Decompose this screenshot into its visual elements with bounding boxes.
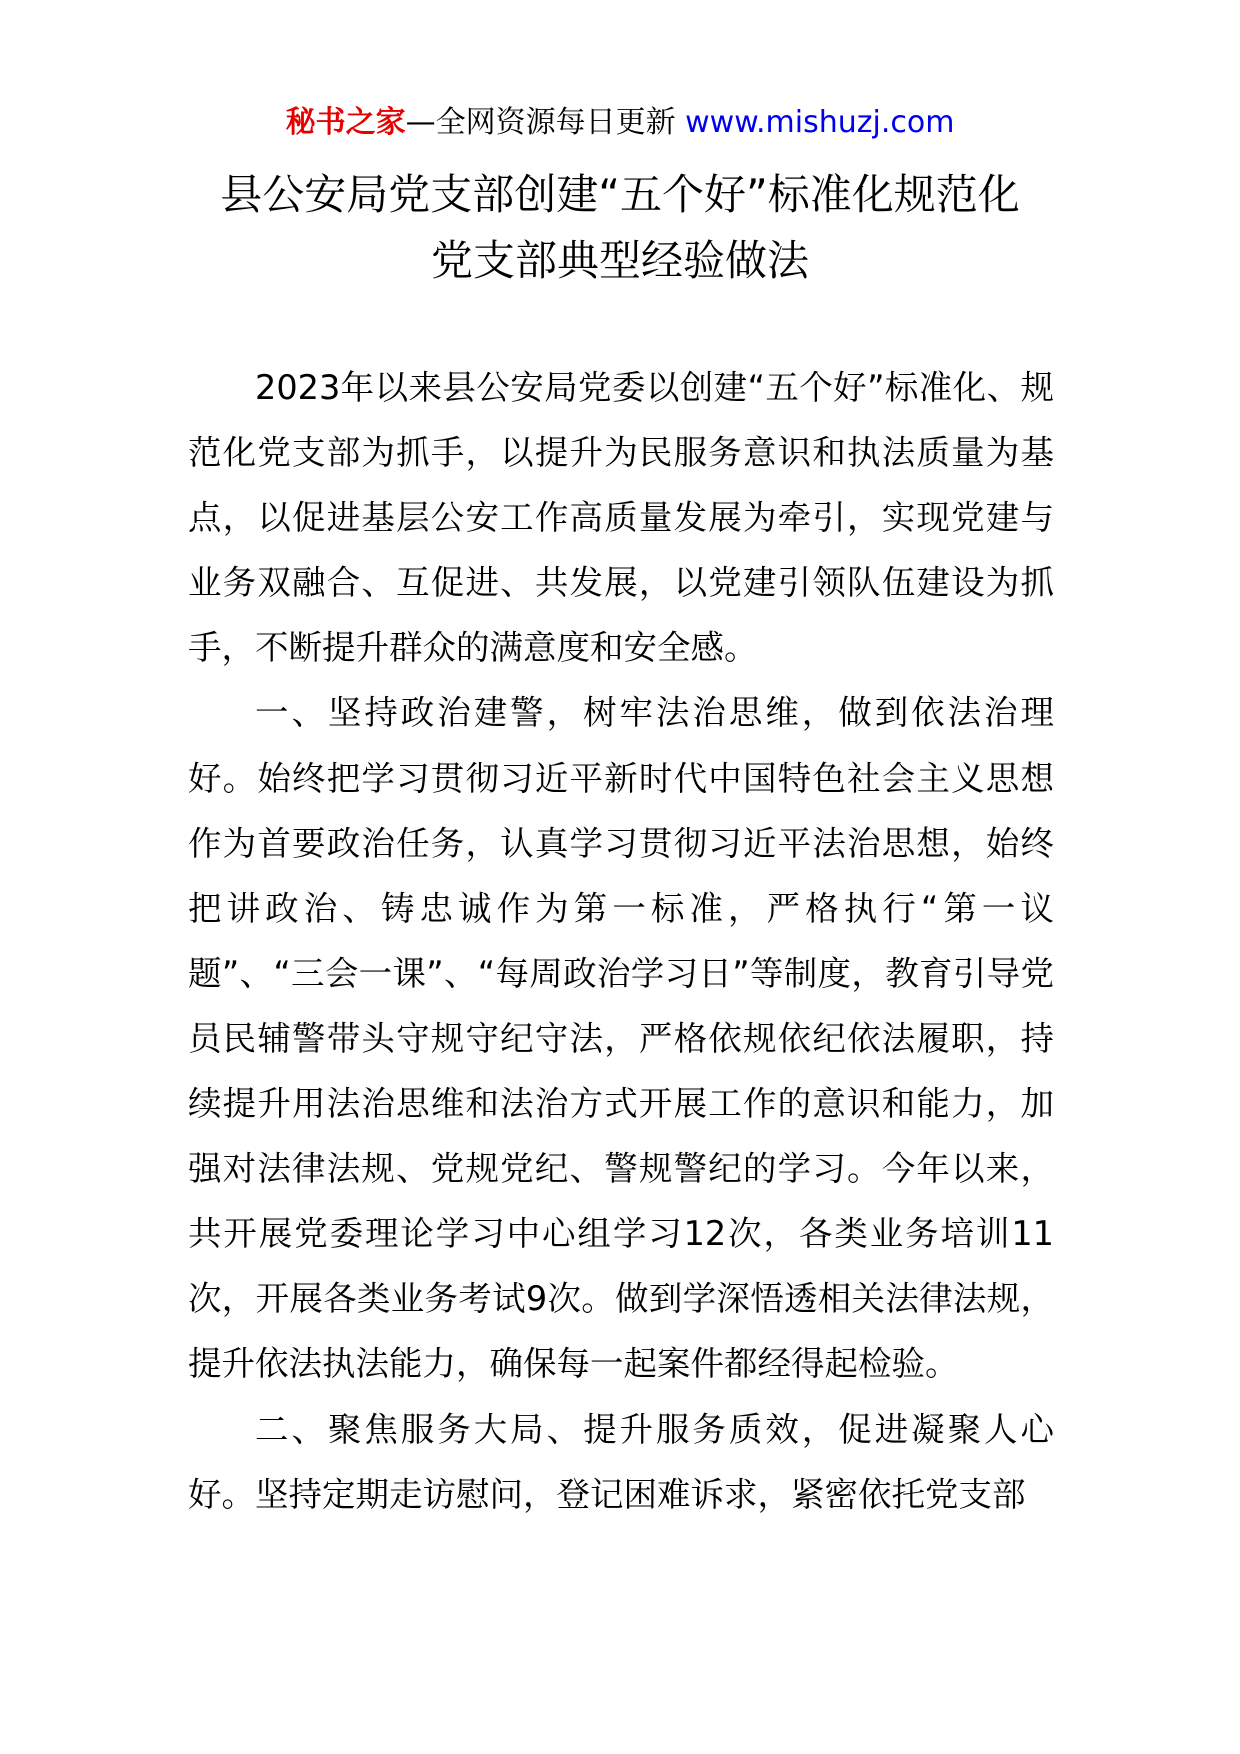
title-line-1: 县公安局党支部创建“五个好”标准化规范化 (220, 170, 1020, 219)
document-title (0, 162, 1240, 294)
site-header (0, 100, 1240, 146)
header-tagline: —全网资源每日更新 (405, 105, 686, 140)
document-body (188, 355, 1054, 1527)
title-line-2: 党支部典型经验做法 (430, 236, 809, 285)
paragraph-section-1: 一、坚持政治建警，树牢法治思维，做到依法治理好。始终把学习贯彻习近平新时代中国特色社会主义思想作为首要政治任务，认真学习贯彻习近平法治思想，始终把讲政治、铸忠诚作为第一标准，严格执行“第一议题”、“三会一课”、“每周政治学习日”等制度，教育引导党员民辅警带头守规守纪守法，严格依规依纪依法履职，持续提升用法治思维和法治方式开展工作的意识和能力，加强对法律法规、党规党纪、警规警纪的学习。今年以来，共开展党委理论学习中心组学习12次，各类业务培训11次，开展各类业务考试9次。做到学深悟透相关法律法规，提升依法执法能力，确保每一起案件都经得起检验。 (188, 693, 1054, 1384)
site-url-link[interactable]: www.mishuzj.com (685, 105, 955, 140)
paragraph-intro: 2023年以来县公安局党委以创建“五个好”标准化、规范化党支部为抓手，以提升为民服务意识和执法质量为基点，以促进基层公安工作高质量发展为牵引，实现党建与业务双融合、互促进、共发展，以党建引领队伍建设为抓手，不断提升群众的满意度和安全感。 (188, 368, 1054, 668)
brand-name: 秘书之家 (285, 105, 406, 140)
paragraph-section-2: 二、聚焦服务大局、提升服务质效，促进凝聚人心好。坚持定期走访慰问，登记困难诉求，紧密依托党支部 (188, 1409, 1054, 1514)
